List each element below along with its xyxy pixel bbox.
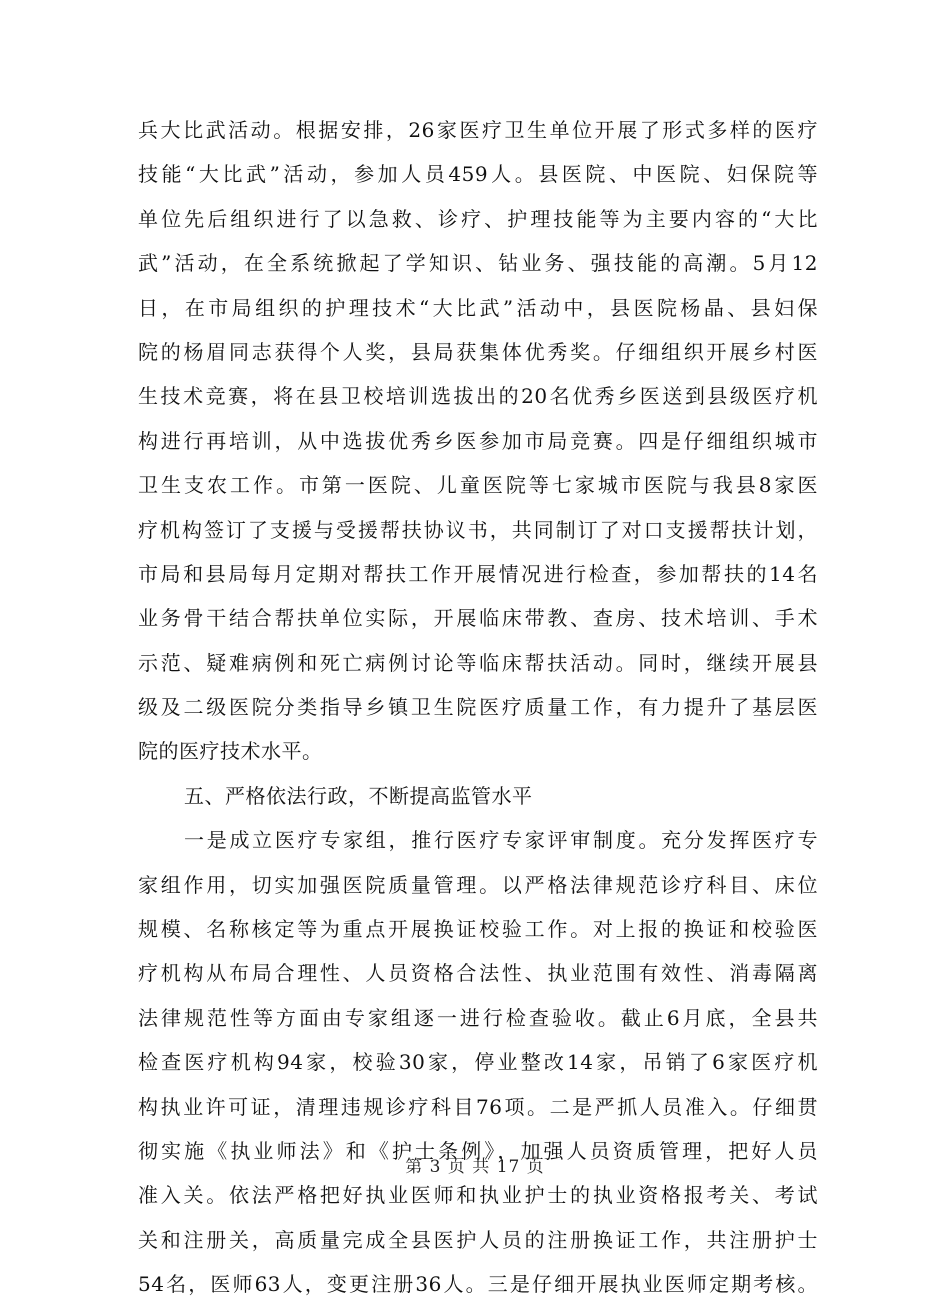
paragraph-line: 家组作用，切实加强医院质量管理。以严格法律规范诊疗科目、床位	[138, 872, 818, 897]
paragraph-line: 一是成立医疗专家组，推行医疗专家评审制度。充分发挥医疗专	[184, 828, 818, 853]
paragraph-line: 武”活动，在全系统掀起了学知识、钻业务、强技能的高潮。5月12	[138, 251, 818, 276]
paragraph-line: 院的杨眉同志获得个人奖，县局获集体优秀奖。仔细组织开展乡村医	[138, 339, 818, 364]
paragraph-line: 准入关。依法严格把好执业医师和执业护士的执业资格报考关、考试	[138, 1183, 818, 1208]
paragraph-line: 疗机构从布局合理性、人员资格合法性、执业范围有效性、消毒隔离	[138, 961, 818, 986]
paragraph-line: 兵大比武活动。根据安排，26家医疗卫生单位开展了形式多样的医疗	[138, 118, 818, 142]
paragraph-line: 规模、名称核定等为重点开展换证校验工作。对上报的换证和校验医	[138, 917, 818, 942]
paragraph-line: 法律规范性等方面由专家组逐一进行检查验收。截止6月底，全县共	[138, 1005, 818, 1030]
paragraph-line: 54名，医师63人，变更注册36人。三是仔细开展执业医师定期考核。	[138, 1272, 818, 1297]
paragraph-line: 检查医疗机构94家，校验30家，停业整改14家，吊销了6家医疗机	[138, 1050, 818, 1075]
paragraph-line: 单位先后组织进行了以急救、诊疗、护理技能等为主要内容的“大比	[138, 206, 818, 231]
paragraph-line: 技能“大比武”活动，参加人员459人。县医院、中医院、妇保院等	[138, 162, 818, 187]
paragraph-line: 疗机构签订了支援与受援帮扶协议书，共同制订了对口支援帮扶计划，	[138, 517, 818, 542]
paragraph-line: 日，在市局组织的护理技术“大比武”活动中，县医院杨晶、县妇保	[138, 295, 818, 320]
paragraph-line: 业务骨干结合帮扶单位实际，开展临床带教、查房、技术培训、手术	[138, 606, 818, 631]
paragraph-line: 级及二级医院分类指导乡镇卫生院医疗质量工作，有力提升了基层医	[138, 695, 818, 720]
paragraph-line: 彻实施《执业师法》和《护士条例》，加强人员资质管理，把好人员	[138, 1138, 818, 1163]
paragraph-line: 市局和县局每月定期对帮扶工作开展情况进行检查，参加帮扶的14名	[138, 561, 818, 586]
document-body	[138, 108, 818, 1307]
paragraph-line: 卫生支农工作。市第一医院、儿童医院等七家城市医院与我县8家医	[138, 473, 818, 498]
paragraph-line: 构执业许可证，清理违规诊疗科目76项。二是严抓人员准入。仔细贯	[138, 1094, 818, 1119]
paragraph-line: 生技术竞赛，将在县卫校培训选拔出的20名优秀乡医送到县级医疗机	[138, 384, 818, 409]
paragraph-line: 关和注册关，高质量完成全县医护人员的注册换证工作，共注册护士	[138, 1227, 818, 1252]
paragraph-line: 示范、疑难病例和死亡病例讨论等临床帮扶活动。同时，继续开展县	[138, 650, 818, 675]
paragraph-2	[138, 818, 818, 1306]
paragraph-1	[138, 108, 818, 774]
page-footer: 第 3 页 共 17 页	[405, 1157, 545, 1177]
paragraph-line: 院的医疗技术水平。	[138, 739, 323, 764]
paragraph-line: 构进行再培训，从中选拔优秀乡医参加市局竞赛。四是仔细组织城市	[138, 428, 818, 453]
section-heading: 五、严格依法行政，不断提高监管水平	[184, 783, 533, 808]
